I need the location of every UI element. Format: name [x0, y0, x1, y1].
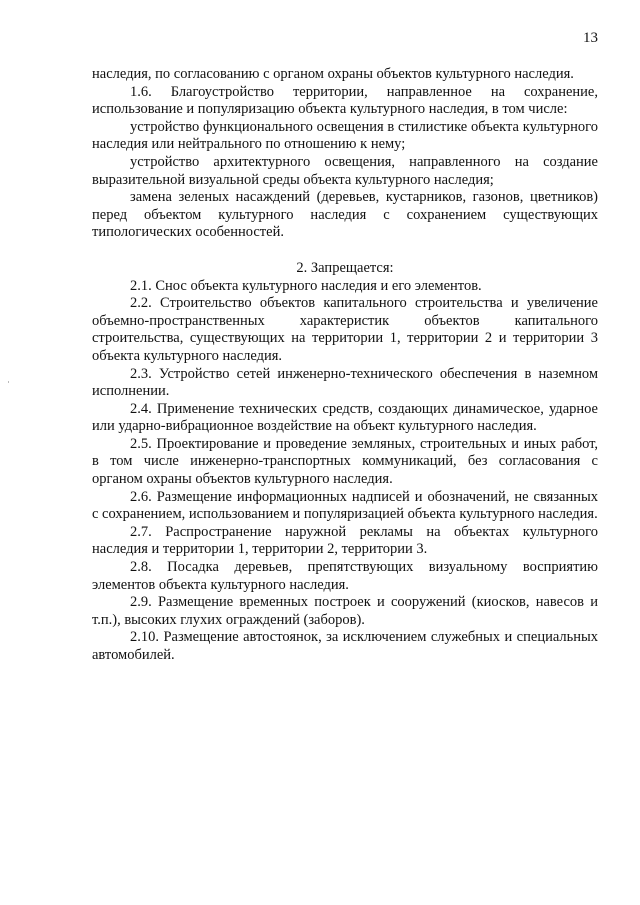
paragraph-continuation: наследия, по согласованию с органом охраны объектов культурного наследия.	[92, 66, 574, 82]
section-gap	[92, 242, 598, 260]
prohibition-2-6: 2.6. Размещение информационных надписей и обозначений, не связанных с сохранением, использованием и популяризацией объекта культурного наследия.	[92, 488, 598, 523]
prohibition-2-4: 2.4. Применение технических средств, создающих динамическое, ударное или ударно-вибрационное воздействие на объект культурного наследия.	[92, 400, 598, 435]
page-number: 13	[583, 30, 598, 46]
prohibition-2-1: 2.1. Снос объекта культурного наследия и его элементов.	[130, 277, 482, 294]
paragraph-architectural-lighting: устройство архитектурного освещения, направленного на создание выразительной визуальной среды объекта культурного наследия;	[92, 153, 598, 188]
prohibition-2-2: 2.2. Строительство объектов капитального строительства и увеличение объемно-пространственных характеристик объектов капитального строительства, существующих на территории 1, территории 2 и территории 3 объекта культурного наследия.	[92, 295, 598, 364]
paragraph-1-6: 1.6. Благоустройство территории, направленное на сохранение, использование и популяризацию объекта культурного наследия, в том числе:	[92, 83, 598, 118]
prohibition-2-3: 2.3. Устройство сетей инженерно-технического обеспечения в наземном исполнении.	[92, 365, 598, 400]
prohibition-2-9: 2.9. Размещение временных построек и сооружений (киосков, навесов и т.п.), высоких глухих ограждений (заборов).	[92, 594, 598, 628]
prohibition-2-8: 2.8. Посадка деревьев, препятствующих визуальному восприятию элементов объекта культурного наследия.	[92, 559, 598, 593]
edge-mark	[8, 381, 9, 383]
document-body	[92, 66, 598, 665]
paragraph-green-spaces: замена зеленых насаждений (деревьев, кустарников, газонов, цветников) перед объектом культурного наследия с сохранением существующих типологических особенностей.	[92, 189, 598, 241]
prohibition-2-7: 2.7. Распространение наружной рекламы на объектах культурного наследия и территории 1, территории 2, территории 3.	[92, 523, 598, 558]
prohibition-2-5: 2.5. Проектирование и проведение земляных, строительных и иных работ, в том числе инженерно-транспортных коммуникаций, без согласования с органом охраны объектов культурного наследия.	[92, 435, 598, 488]
section-heading: 2. Запрещается:	[296, 259, 394, 276]
paragraph-functional-lighting: устройство функционального освещения в стилистике объекта культурного наследия или нейтрального по отношению к нему;	[92, 118, 598, 153]
prohibition-2-10: 2.10. Размещение автостоянок, за исключением служебных и специальных автомобилей.	[92, 629, 598, 663]
